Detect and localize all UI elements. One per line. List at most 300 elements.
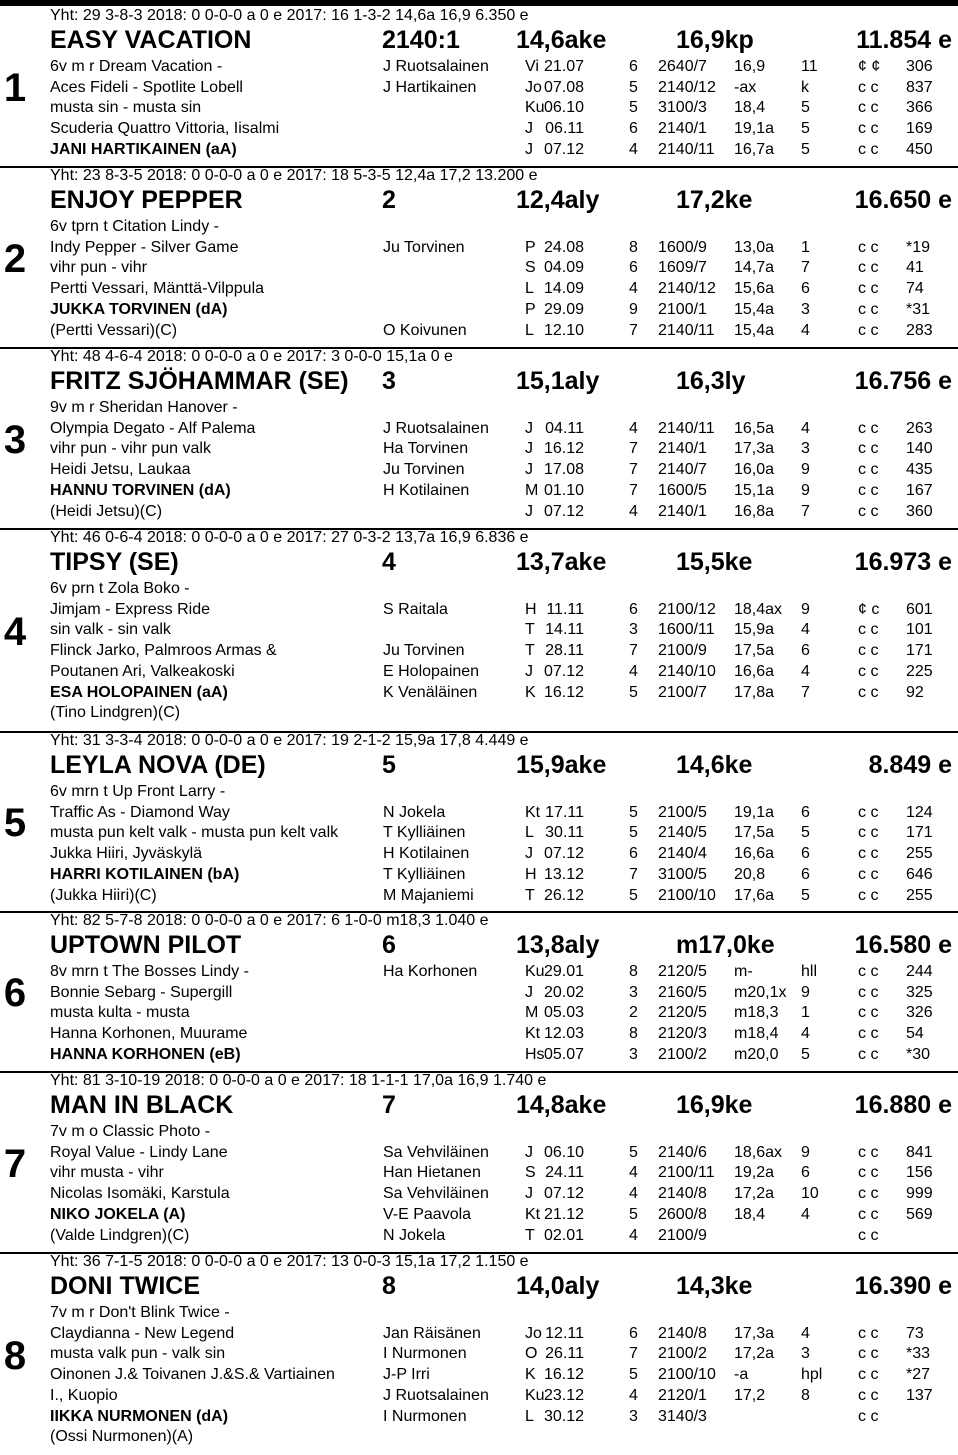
- start-race: 5: [629, 887, 638, 904]
- start-time: 16,8a: [734, 503, 775, 520]
- start-time: 18,4ax: [734, 601, 783, 618]
- start-prize: 450: [906, 141, 933, 158]
- start-date: 21.12: [543, 1206, 584, 1223]
- start-driver: Ju Torvinen: [383, 239, 465, 256]
- start-date: 29.09: [543, 301, 584, 318]
- start-position: 9: [801, 461, 810, 478]
- start-race: 5: [629, 824, 638, 841]
- start-position: 3: [801, 1345, 810, 1362]
- start-prize: 140: [906, 440, 933, 457]
- start-position: 4: [801, 420, 810, 437]
- start-prize: *30: [906, 1046, 931, 1063]
- start-driver: I Nurmonen: [383, 1408, 467, 1425]
- start-track: J: [525, 120, 533, 137]
- start-odds: c c: [858, 642, 879, 659]
- start-date: 02.01: [543, 1227, 584, 1244]
- start-distance: 2140/6: [658, 1144, 707, 1161]
- start-number: 2: [3, 237, 27, 281]
- start-distance: 2140/5: [658, 824, 707, 841]
- start-date: 07.08: [543, 79, 584, 96]
- start-date: 05.03: [543, 1004, 584, 1021]
- record-2: 16,3ly: [676, 367, 746, 395]
- start-race: 4: [629, 1164, 638, 1181]
- record-2: 15,5ke: [676, 548, 753, 576]
- start-position: 5: [801, 824, 810, 841]
- record-2: m17,0ke: [676, 931, 775, 959]
- start-track: Jo: [525, 79, 542, 96]
- start-track: J: [525, 663, 533, 680]
- start-race: 4: [629, 1227, 638, 1244]
- start-odds: c c: [858, 1387, 879, 1404]
- record-2: 16,9kp: [676, 26, 754, 54]
- start-race: 2: [629, 1004, 638, 1021]
- start-odds: c c: [858, 1025, 879, 1042]
- start-race: 7: [629, 642, 638, 659]
- start-prize: 646: [906, 866, 933, 883]
- start-distance: 2140/11: [658, 322, 715, 339]
- info-line: 6v m r Dream Vacation -: [50, 58, 223, 75]
- start-position: 4: [801, 1206, 810, 1223]
- record-1: 15,9ake: [516, 751, 607, 779]
- start-race: 3: [629, 621, 638, 638]
- start-time: 18,4: [734, 99, 766, 116]
- start-position: 5: [801, 887, 810, 904]
- start-race: 3: [629, 1046, 638, 1063]
- summary-line: Yht: 81 3-10-19 2018: 0 0-0-0 a 0 e 2017: 18 1-1-1 17,0a 16,9 1.740 e: [50, 1072, 547, 1089]
- info-line: 6v mrn t Up Front Larry -: [50, 783, 226, 800]
- start-time: 17,3a: [734, 440, 775, 457]
- start-date: 12.10: [543, 322, 584, 339]
- start-position: 4: [801, 663, 810, 680]
- start-distance: 2140/12: [658, 280, 716, 297]
- start-position: hpl: [801, 1366, 823, 1383]
- start-distance: 3100/5: [658, 866, 707, 883]
- start-position: 7: [801, 684, 810, 701]
- info-line: vihr pun - vihr pun valk: [50, 440, 211, 457]
- start-time: -a: [734, 1366, 749, 1383]
- start-driver: J-P Irri: [383, 1366, 430, 1383]
- summary-line: Yht: 29 3-8-3 2018: 0 0-0-0 a 0 e 2017: 16 1-3-2 14,6a 16,9 6.350 e: [50, 7, 529, 24]
- record-1: 14,0aly: [516, 1272, 600, 1300]
- record-2: 14,3ke: [676, 1272, 753, 1300]
- start-odds: c c: [858, 461, 879, 478]
- start-track: Kt: [525, 1206, 541, 1223]
- start-prize: 999: [906, 1185, 933, 1202]
- info-line: musta sin - musta sin: [50, 99, 202, 116]
- start-prize: 263: [906, 420, 933, 437]
- start-date: 07.12: [543, 141, 584, 158]
- start-driver: T Kylliäinen: [383, 824, 466, 841]
- start-date: 11.11: [546, 601, 584, 618]
- start-distance: 2140/12: [658, 79, 716, 96]
- total-prize: 16.880 e: [854, 1091, 952, 1119]
- start-distance: 2120/5: [658, 1004, 707, 1021]
- start-race: 7: [629, 322, 638, 339]
- start-race: 8: [629, 239, 638, 256]
- horse-name: MAN IN BLACK: [50, 1091, 234, 1119]
- start-time: 17,5a: [734, 642, 775, 659]
- start-track: J: [525, 1144, 533, 1161]
- start-time: 19,2a: [734, 1164, 775, 1181]
- summary-line: Yht: 82 5-7-8 2018: 0 0-0-0 a 0 e 2017: 6 1-0-0 m18,3 1.040 e: [50, 912, 489, 929]
- start-distance: 2120/3: [658, 1025, 707, 1042]
- start-race: 4: [629, 503, 638, 520]
- start-prize: 41: [906, 259, 924, 276]
- info-line: JANI HARTIKAINEN (aA): [50, 141, 237, 158]
- start-position: 8: [801, 1387, 810, 1404]
- start-position: 1: [801, 1004, 810, 1021]
- info-line: Bonnie Sebarg - Supergill: [50, 984, 233, 1001]
- start-track: S: [525, 259, 536, 276]
- start-time: 17,5a: [734, 824, 775, 841]
- start-date: 21.07: [543, 58, 584, 75]
- start-prize: 73: [906, 1325, 924, 1342]
- start-date: 05.07: [543, 1046, 584, 1063]
- start-date: 14.09: [543, 280, 584, 297]
- start-distance: 2140/8: [658, 1325, 707, 1342]
- start-track: K: [525, 1366, 536, 1383]
- record-2: 17,2ke: [676, 186, 753, 214]
- start-distance: 2640/7: [658, 58, 707, 75]
- horse-name: ENJOY PEPPER: [50, 186, 243, 214]
- start-prize: *27: [906, 1366, 931, 1383]
- start-date: 30.11: [545, 824, 584, 841]
- start-driver: E Holopainen: [383, 663, 480, 680]
- info-line: vihr pun - vihr: [50, 259, 147, 276]
- total-prize: 16.973 e: [854, 548, 952, 576]
- start-number: 4: [3, 610, 27, 654]
- start-prize: 360: [906, 503, 933, 520]
- start-date: 06.10: [543, 1144, 584, 1161]
- start-driver: N Jokela: [383, 1227, 446, 1244]
- start-distance: 1600/9: [658, 239, 707, 256]
- start-date: 26.11: [545, 1345, 584, 1362]
- start-odds: c c: [858, 420, 879, 437]
- start-race: 6: [629, 120, 638, 137]
- start-odds: c c: [858, 887, 879, 904]
- start-race: 5: [629, 1206, 638, 1223]
- start-race: 5: [629, 99, 638, 116]
- start-odds: c c: [858, 663, 879, 680]
- info-line: IIKKA NURMONEN (dA): [50, 1408, 229, 1425]
- horse-name: EASY VACATION: [50, 26, 252, 54]
- start-track: M: [525, 1004, 539, 1021]
- start-date: 07.12: [543, 845, 584, 862]
- start-track: M: [525, 482, 539, 499]
- start-race: 3: [629, 1408, 638, 1425]
- start-driver: Sa Vehviläinen: [383, 1185, 489, 1202]
- start-odds: ¢ ¢: [858, 58, 881, 75]
- start-date: 01.10: [543, 482, 584, 499]
- start-distance: 2120/1: [658, 1387, 707, 1404]
- record-2: 16,9ke: [676, 1091, 753, 1119]
- start-track: K: [525, 684, 536, 701]
- start-position: 4: [801, 621, 810, 638]
- start-prize: 837: [906, 79, 933, 96]
- start-date: 14.11: [545, 621, 584, 638]
- start-prize: 283: [906, 322, 933, 339]
- start-date: 16.12: [543, 684, 584, 701]
- start-driver: O Koivunen: [383, 322, 467, 339]
- start-time: 16,7a: [734, 141, 775, 158]
- start-driver: K Venäläinen: [383, 684, 478, 701]
- start-position: 9: [801, 601, 810, 618]
- start-driver: N Jokela: [383, 804, 446, 821]
- info-line: sin valk - sin valk: [50, 621, 171, 638]
- info-line: NIKO JOKELA (A): [50, 1206, 186, 1223]
- info-line: Aces Fideli - Spotlite Lobell: [50, 79, 243, 96]
- start-driver: J Ruotsalainen: [383, 1387, 489, 1404]
- start-driver: Ju Torvinen: [383, 461, 465, 478]
- start-odds: c c: [858, 963, 879, 980]
- start-driver: S Raitala: [383, 601, 448, 618]
- start-prize: 101: [906, 621, 933, 638]
- start-distance: 1609/7: [658, 259, 707, 276]
- start-date: 29.01: [543, 963, 584, 980]
- start-distance: 2100/12: [658, 601, 716, 618]
- start-time: m18,4: [734, 1025, 779, 1042]
- start-distance: 2100/7: [658, 684, 707, 701]
- start-distance: 2140/7: [658, 461, 707, 478]
- info-line: musta kulta - musta: [50, 1004, 190, 1021]
- start-position: 6: [801, 1164, 810, 1181]
- start-prize: *31: [906, 301, 931, 318]
- start-race: 6: [629, 601, 638, 618]
- start-track: J: [525, 440, 533, 457]
- start-time: 17,8a: [734, 684, 775, 701]
- total-prize: 16.390 e: [854, 1272, 952, 1300]
- start-distance: 2100/5: [658, 804, 707, 821]
- start-race: 5: [629, 804, 638, 821]
- start-date: 04.09: [543, 259, 584, 276]
- start-driver: J Ruotsalainen: [383, 420, 489, 437]
- start-track: Ku: [525, 1387, 545, 1404]
- start-driver: M Majaniemi: [383, 887, 474, 904]
- start-driver: Ha Korhonen: [383, 963, 478, 980]
- start-odds: c c: [858, 280, 879, 297]
- start-position: 4: [801, 1325, 810, 1342]
- start-odds: c c: [858, 99, 879, 116]
- track-number: 6: [382, 931, 396, 959]
- info-line: HARRI KOTILAINEN (bA): [50, 866, 240, 883]
- start-track: J: [525, 984, 533, 1001]
- start-prize: 366: [906, 99, 933, 116]
- start-number: 3: [3, 418, 27, 462]
- start-track: J: [525, 845, 533, 862]
- start-race: 7: [629, 482, 638, 499]
- start-time: 15,9a: [734, 621, 775, 638]
- start-odds: c c: [858, 845, 879, 862]
- start-odds: c c: [858, 1227, 879, 1244]
- horse-entry: [0, 6, 958, 166]
- start-track: J: [525, 461, 533, 478]
- start-position: 6: [801, 845, 810, 862]
- start-time: 16,6a: [734, 663, 775, 680]
- start-prize: 54: [906, 1025, 924, 1042]
- start-time: m20,0: [734, 1046, 779, 1063]
- start-number: 1: [3, 66, 27, 110]
- start-date: 12.03: [543, 1025, 584, 1042]
- start-odds: c c: [858, 1345, 879, 1362]
- horse-entry: [0, 166, 958, 347]
- start-odds: c c: [858, 259, 879, 276]
- start-time: 16,6a: [734, 845, 775, 862]
- summary-line: Yht: 23 8-3-5 2018: 0 0-0-0 a 0 e 2017: 18 5-3-5 12,4a 17,2 13.200 e: [50, 167, 538, 184]
- start-date: 30.12: [543, 1408, 584, 1425]
- start-prize: 325: [906, 984, 933, 1001]
- info-line: ESA HOLOPAINEN (aA): [50, 684, 228, 701]
- info-line: Jukka Hiiri, Jyväskylä: [50, 845, 203, 862]
- info-line: (Ossi Nurmonen)(A): [50, 1428, 194, 1445]
- start-time: m20,1x: [734, 984, 787, 1001]
- start-position: 6: [801, 866, 810, 883]
- start-date: 04.11: [545, 420, 584, 437]
- start-race: 4: [629, 280, 638, 297]
- horse-entry: [0, 1071, 958, 1252]
- start-time: 17,2: [734, 1387, 766, 1404]
- start-race: 9: [629, 301, 638, 318]
- start-track: Kt: [525, 1025, 541, 1042]
- start-position: 5: [801, 141, 810, 158]
- start-distance: 2140/11: [658, 141, 715, 158]
- info-line: Indy Pepper - Silver Game: [50, 239, 239, 256]
- start-time: 16,5a: [734, 420, 775, 437]
- info-line: Oinonen J.& Toivanen J.&S.& Vartiainen: [50, 1366, 335, 1383]
- start-race: 7: [629, 461, 638, 478]
- start-number: 7: [3, 1142, 27, 1186]
- start-time: m-: [734, 963, 753, 980]
- start-track: Ku: [525, 963, 545, 980]
- start-number: 8: [3, 1334, 27, 1378]
- start-prize: *19: [906, 239, 931, 256]
- start-date: 24.08: [543, 239, 584, 256]
- start-track: O: [525, 1345, 538, 1362]
- start-odds: c c: [858, 120, 879, 137]
- start-time: 17,2a: [734, 1345, 775, 1362]
- start-track: J: [525, 503, 533, 520]
- start-track: T: [525, 887, 535, 904]
- info-line: (Tino Lindgren)(C): [50, 704, 181, 721]
- start-date: 06.10: [543, 99, 584, 116]
- start-race: 5: [629, 1366, 638, 1383]
- start-time: 15,4a: [734, 301, 775, 318]
- start-position: 5: [801, 1046, 810, 1063]
- start-date: 06.11: [545, 120, 584, 137]
- start-time: 19,1a: [734, 120, 775, 137]
- start-time: 17,2a: [734, 1185, 775, 1202]
- start-odds: c c: [858, 1046, 879, 1063]
- info-line: 7v m r Don't Blink Twice -: [50, 1304, 230, 1321]
- info-line: Royal Value - Lindy Lane: [50, 1144, 228, 1161]
- start-date: 07.12: [543, 503, 584, 520]
- info-line: JUKKA TORVINEN (dA): [50, 301, 228, 318]
- start-time: 17,3a: [734, 1325, 775, 1342]
- start-race: 6: [629, 58, 638, 75]
- start-odds: c c: [858, 866, 879, 883]
- start-track: Kt: [525, 804, 541, 821]
- info-line: Olympia Degato - Alf Palema: [50, 420, 256, 437]
- info-line: 6v tprn t Citation Lindy -: [50, 218, 219, 235]
- total-prize: 16.580 e: [854, 931, 952, 959]
- start-distance: 2100/10: [658, 887, 716, 904]
- record-1: 15,1aly: [516, 367, 600, 395]
- start-distance: 2140/1: [658, 503, 707, 520]
- start-track: L: [525, 322, 534, 339]
- start-position: 9: [801, 984, 810, 1001]
- start-race: 6: [629, 1325, 638, 1342]
- start-race: 7: [629, 866, 638, 883]
- start-race: 8: [629, 1025, 638, 1042]
- start-prize: 171: [906, 642, 933, 659]
- start-time: 16,9: [734, 58, 766, 75]
- start-time: 14,7a: [734, 259, 775, 276]
- info-line: Pertti Vessari, Mänttä-Vilppula: [50, 280, 265, 297]
- start-position: 10: [801, 1185, 819, 1202]
- start-odds: c c: [858, 1144, 879, 1161]
- start-distance: 2140/4: [658, 845, 707, 862]
- start-odds: c c: [858, 440, 879, 457]
- start-prize: 92: [906, 684, 924, 701]
- start-time: 16,0a: [734, 461, 775, 478]
- start-prize: 255: [906, 887, 933, 904]
- start-prize: 156: [906, 1164, 933, 1181]
- start-track: S: [525, 1164, 536, 1181]
- start-driver: J Ruotsalainen: [383, 58, 489, 75]
- start-date: 07.12: [543, 1185, 584, 1202]
- start-prize: 306: [906, 58, 933, 75]
- start-race: 7: [629, 1345, 638, 1362]
- start-distance: 2100/9: [658, 642, 707, 659]
- start-track: P: [525, 239, 536, 256]
- info-line: 8v mrn t The Bosses Lindy -: [50, 963, 249, 980]
- start-prize: 569: [906, 1206, 933, 1223]
- record-2: 14,6ke: [676, 751, 753, 779]
- info-line: Poutanen Ari, Valkeakoski: [50, 663, 235, 680]
- start-prize: 601: [906, 601, 933, 618]
- start-distance: 2140/8: [658, 1185, 707, 1202]
- start-driver: Ha Torvinen: [383, 440, 469, 457]
- start-race: 6: [629, 845, 638, 862]
- start-time: 17,6a: [734, 887, 775, 904]
- start-prize: 169: [906, 120, 933, 137]
- start-time: 20,8: [734, 866, 766, 883]
- start-race: 4: [629, 1387, 638, 1404]
- record-1: 14,6ake: [516, 26, 607, 54]
- start-date: 23.12: [543, 1387, 584, 1404]
- track-number: 3: [382, 367, 396, 395]
- info-line: Scuderia Quattro Vittoria, Iisalmi: [50, 120, 280, 137]
- start-odds: c c: [858, 621, 879, 638]
- info-line: 9v m r Sheridan Hanover -: [50, 399, 238, 416]
- horse-name: TIPSY (SE): [50, 548, 179, 576]
- record-1: 13,7ake: [516, 548, 607, 576]
- start-distance: 2140/1: [658, 120, 707, 137]
- info-line: vihr musta - vihr: [50, 1164, 164, 1181]
- summary-line: Yht: 31 3-3-4 2018: 0 0-0-0 a 0 e 2017: 19 2-1-2 15,9a 17,8 4.449 e: [50, 732, 529, 749]
- start-position: 5: [801, 99, 810, 116]
- start-driver: H Kotilainen: [383, 845, 470, 862]
- start-distance: 1600/11: [658, 621, 715, 638]
- horse-entry: [0, 528, 958, 731]
- start-odds: c c: [858, 1408, 879, 1425]
- start-track: J: [525, 141, 533, 158]
- start-number: 5: [3, 801, 27, 845]
- info-line: Heidi Jetsu, Laukaa: [50, 461, 191, 478]
- info-line: Nicolas Isomäki, Karstula: [50, 1185, 230, 1202]
- start-prize: 171: [906, 824, 933, 841]
- start-driver: I Nurmonen: [383, 1345, 467, 1362]
- start-distance: 2140/11: [658, 420, 715, 437]
